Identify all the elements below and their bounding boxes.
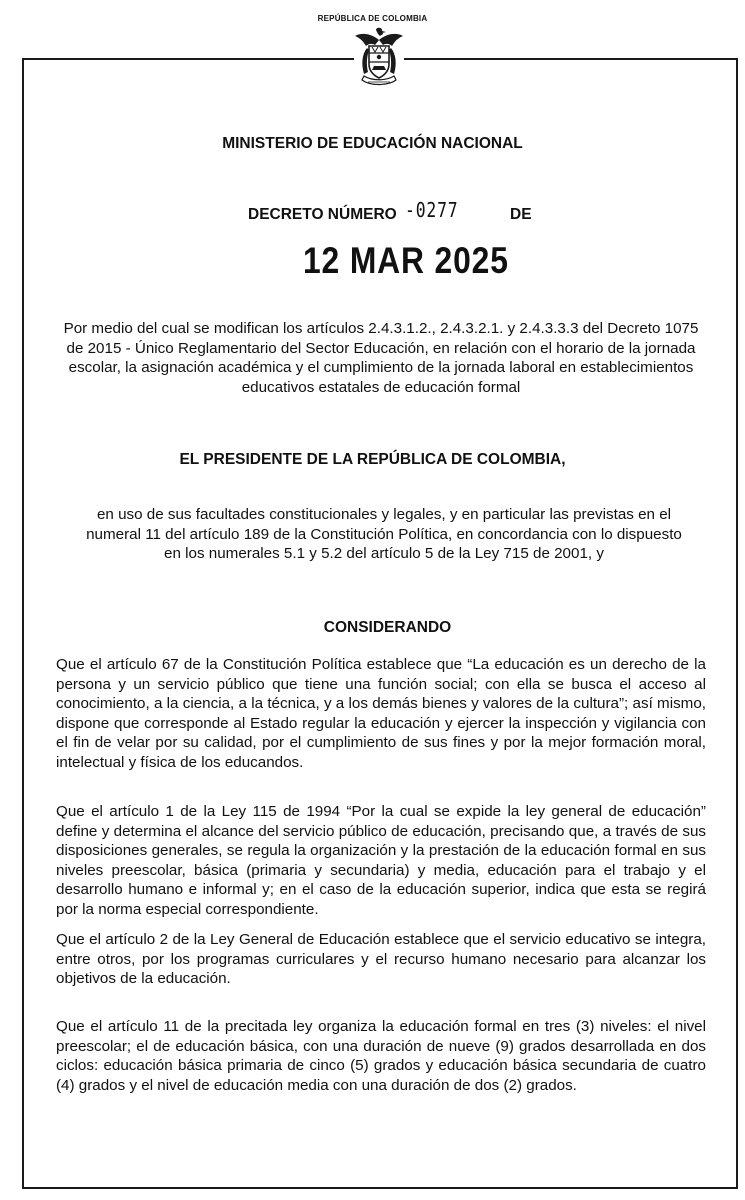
- president-heading: EL PRESIDENTE DE LA REPÚBLICA DE COLOMBIA,: [179, 451, 566, 468]
- decree-number: -0277: [405, 198, 459, 222]
- considering-paragraph: Que el artículo 1 de la Ley 115 de 1994 “Por la cual se expide la ley general de educación” define y determina el alcance del servicio público de educación, precisando que, a través de sus disposiciones generales, se regula la organización y la prestación de la educación formal en sus niveles preescolar, básica (primaria y secundaria) y media, educación para el trabajo y el desarrollo humano e informal y; en el caso de la educación superior, indica que esta se regirá por la norma especial correspondiente.: [56, 803, 706, 918]
- decree-subject: Por medio del cual se modifican los artículos 2.4.3.1.2., 2.4.3.2.1. y 2.4.3.3.3 del Decreto 1075 de 2015 - Único Reglamentario del Sector Educación, en relación con el horario de la jornada escolar, la asignación académica y el cumplimiento de la jornada laboral en establecimientos educativos estatales de educación formal: [63, 320, 699, 396]
- decree-date-stamp: 12 MAR 2025: [303, 240, 509, 281]
- considering-paragraph: Que el artículo 67 de la Constitución Política establece que “La educación es un derecho de la persona y un servicio público que tiene una función social; con ella se busca el acceso al conocimiento, a la ciencia, a la técnica, y a los demás bienes y valores de la cultura”; así mismo, dispone que corresponde al Estado regular la educación y ejercer la inspección y vigilancia con el fin de velar por su calidad, por el cumplimiento de sus fines y por la mejor formación moral, intelectual y física de los educandos.: [56, 656, 706, 771]
- decree-label: DECRETO NÚMERO: [248, 206, 397, 223]
- coat-of-arms-icon: [354, 26, 404, 92]
- faculties-paragraph: en uso de sus facultades constitucionales y legales, y en particular las previstas en el numeral 11 del artículo 189 de la Constitución Política, en concordancia con lo dispuesto en los numerales 5.1 y 5.2 del artículo 5 de la Ley 715 de 2001, y: [86, 506, 682, 562]
- considering-paragraph: Que el artículo 2 de la Ley General de Educación establece que el servicio educativo se integra, entre otros, por los programas curriculares y el recurso humano necesario para alcanzar los objetivos de la educación.: [56, 931, 706, 987]
- considering-paragraph: Que el artículo 11 de la precitada ley organiza la educación formal en tres (3) niveles: el nivel preescolar; el de educación básica, con una duración de nueve (9) grados desarrollada en dos ciclos: educación básica primaria de cinco (5) grados y educación básica secundaria de cuatro (4) grados y el nivel de educación media con una duración de dos (2) grados.: [56, 1018, 706, 1094]
- country-header: REPÚBLICA DE COLOMBIA: [317, 14, 428, 23]
- decree-de-label: DE: [510, 206, 532, 223]
- ministry-title: MINISTERIO DE EDUCACIÓN NACIONAL: [222, 135, 523, 152]
- considering-heading: CONSIDERANDO: [323, 619, 452, 636]
